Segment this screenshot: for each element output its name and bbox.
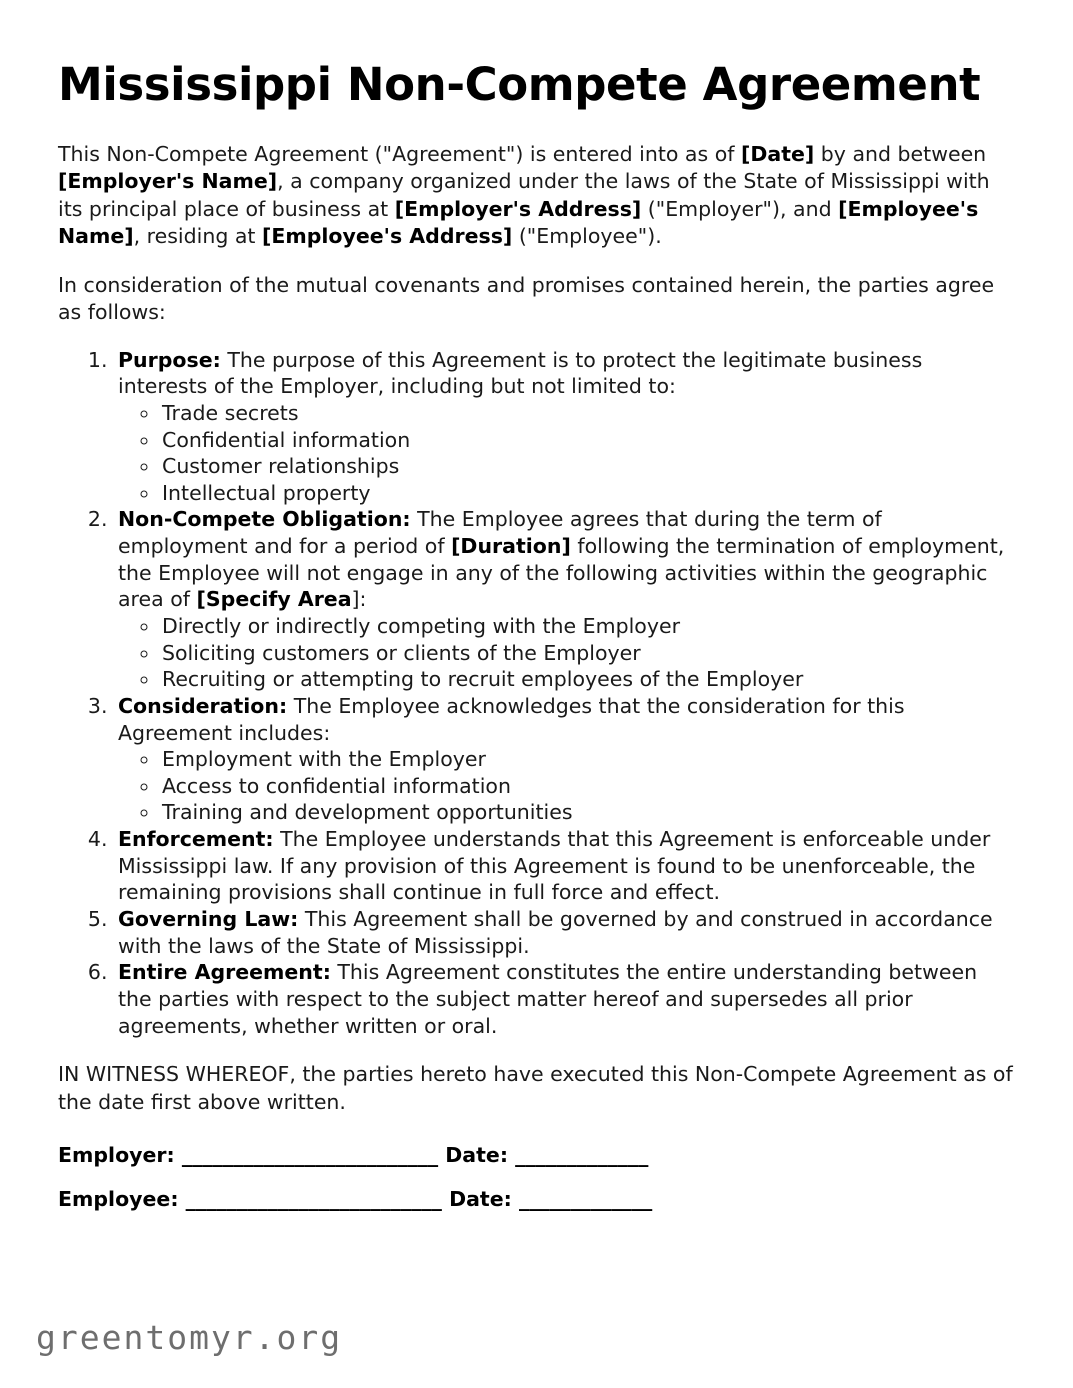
clause-text-enforcement: The Employee understands that this Agreement is enforceable under Mississippi law. If any provision of this Agreement is found to be unenforceable, the remaining provisions shall continue in full force and effect. <box>118 827 991 905</box>
clause-text-a: The Employee agrees that during the term of employment and for a period of <box>118 507 882 559</box>
list-item: ◦ Trade secrets <box>160 400 1014 427</box>
placeholder-specify-area: [Specify Area <box>196 587 352 612</box>
intro-paragraph <box>58 141 1014 250</box>
intro-text-3: , a company organized under the laws of the State of Mississippi with its principal place of business at <box>58 169 990 221</box>
list-item: ◦ Intellectual property <box>160 480 1014 507</box>
intro-text-2: by and between <box>814 142 987 167</box>
list-item: ◦ Access to confidential information <box>160 773 1014 800</box>
intro-text-5: , residing at <box>133 223 262 248</box>
list-item: ◦ Customer relationships <box>160 453 1014 480</box>
employer-label: Employer: <box>58 1142 175 1167</box>
intro-text-1: This Non-Compete Agreement ("Agreement") is entered into as of <box>58 142 741 167</box>
site-watermark: greentomyr.org <box>36 1318 343 1357</box>
clause-item-governing-law <box>114 906 1014 959</box>
intro-text-4: ("Employer"), and <box>641 196 839 221</box>
list-item: ◦ Recruiting or attempting to recruit employees of the Employer <box>160 666 1014 693</box>
employee-signature-line[interactable]: _________________________ <box>185 1187 442 1212</box>
employer-signature-line[interactable]: _________________________ <box>181 1142 439 1167</box>
employer-date-line[interactable]: _____________ <box>515 1142 649 1167</box>
clause-item-entire-agreement <box>114 959 1014 1039</box>
list-item: ◦ Confidential information <box>160 427 1014 454</box>
clause-list <box>58 347 1014 1040</box>
placeholder-employer-address: [Employer's Address] <box>394 196 642 221</box>
page-title: Mississippi Non-Compete Agreement <box>58 58 981 111</box>
list-item: ◦ Directly or indirectly competing with the Employer <box>160 613 1014 640</box>
clause-item-consideration <box>114 693 1014 826</box>
clause-label-enforcement: Enforcement: <box>118 827 274 852</box>
placeholder-employee-name: [Employee's Name] <box>58 196 979 248</box>
employee-label: Employee: <box>58 1187 179 1212</box>
sublist-non-compete-obligation <box>118 613 1014 693</box>
clause-text-governing-law: This Agreement shall be governed by and construed in accordance with the laws of the State of Mississippi. <box>118 907 993 958</box>
document-body <box>58 58 1014 1231</box>
signature-row-employer <box>58 1142 1014 1169</box>
clause-label-purpose: Purpose: <box>118 347 221 372</box>
clause-item-purpose <box>114 347 1014 507</box>
clause-text-b: following the termination of employment, the Employee will not engage in any of the following activities within the geographic area of <box>118 534 1005 612</box>
employer-date-label: Date: <box>445 1142 509 1167</box>
employee-date-line[interactable]: _____________ <box>518 1187 653 1212</box>
clause-label-governing-law: Governing Law: <box>118 907 299 932</box>
placeholder-duration: [Duration] <box>451 534 571 559</box>
clause-label-non-compete-obligation: Non-Compete Obligation: <box>118 507 411 532</box>
witness-paragraph: IN WITNESS WHEREOF, the parties hereto have executed this Non-Compete Agreement as of the date first above written. <box>58 1062 1013 1114</box>
list-item: ◦ Soliciting customers or clients of the Employer <box>160 640 1014 667</box>
sublist-purpose <box>118 400 1014 507</box>
sublist-consideration <box>118 746 1014 826</box>
employee-date-label: Date: <box>449 1187 512 1212</box>
list-item: ◦ Training and development opportunities <box>160 799 1014 826</box>
clause-label-consideration: Consideration: <box>118 693 288 718</box>
clause-text-c: ]: <box>351 587 367 612</box>
placeholder-date: [Date] <box>740 142 815 167</box>
clause-label-entire-agreement: Entire Agreement: <box>118 960 331 985</box>
clause-item-non-compete-obligation <box>114 506 1014 692</box>
clause-text-purpose: The purpose of this Agreement is to protect the legitimate business interests of the Employer, including but not limited to: <box>118 347 923 399</box>
clause-text-consideration: The Employee acknowledges that the consideration for this Agreement includes: <box>118 693 905 745</box>
placeholder-employer-name: [Employer's Name] <box>58 169 278 194</box>
clause-item-enforcement <box>114 826 1014 906</box>
clause-text-entire-agreement: This Agreement constitutes the entire understanding between the parties with respect to the subject matter hereof and supersedes all prior agreements, whether written or oral. <box>118 960 978 1038</box>
signature-block <box>58 1142 1014 1213</box>
placeholder-employee-address: [Employee's Address] <box>261 223 513 248</box>
list-item: ◦ Employment with the Employer <box>160 746 1014 773</box>
signature-row-employee <box>58 1186 1014 1213</box>
consideration-paragraph: In consideration of the mutual covenants and promises contained herein, the parties agree as follows: <box>58 273 995 325</box>
intro-text-6: ("Employee"). <box>512 223 662 248</box>
